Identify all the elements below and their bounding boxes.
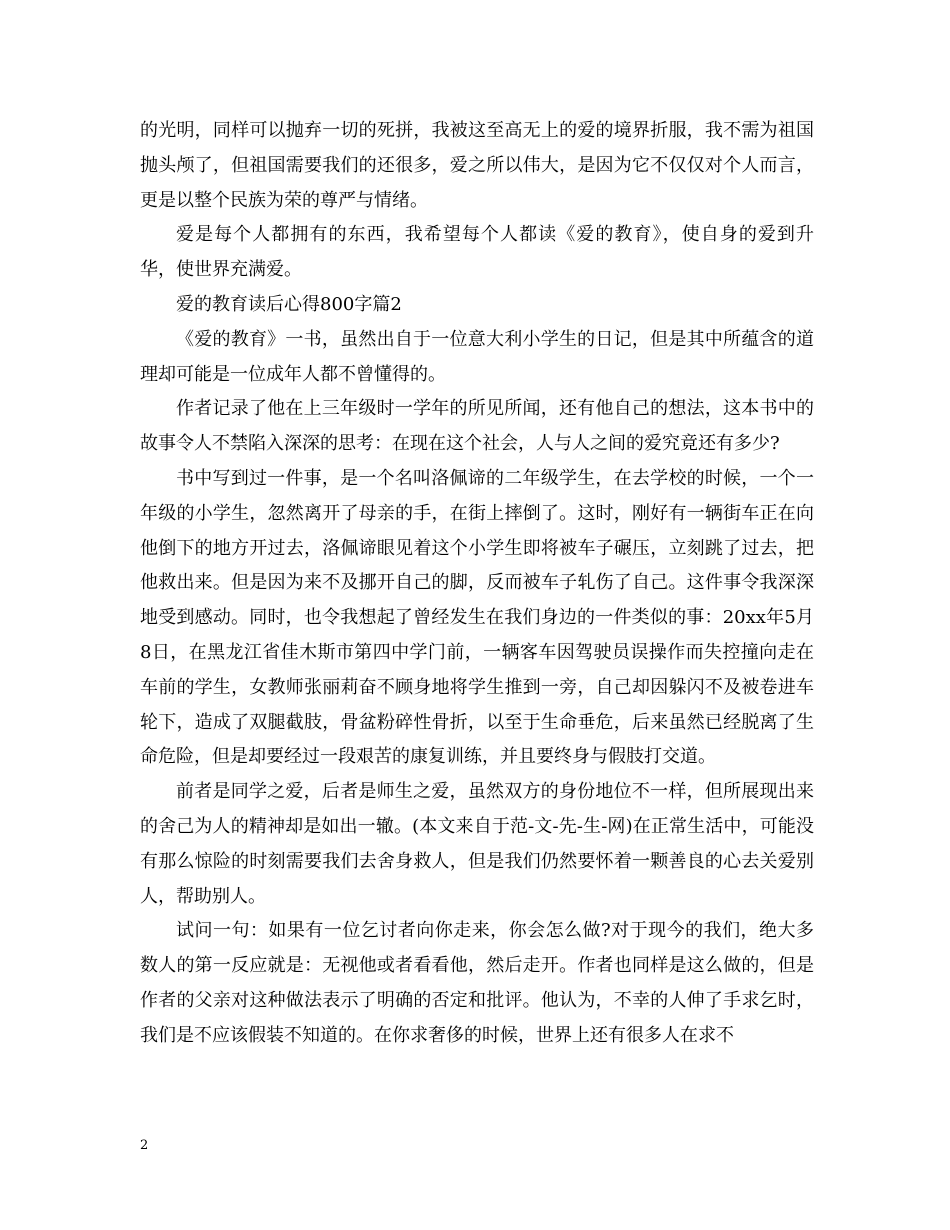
document-body bbox=[140, 114, 814, 1054]
paragraph-1: 的光明，同样可以抛弃一切的死拼，我被这至高无上的爱的境界折服，我不需为祖国抛头颅了，但祖国需要我们的还很多，爱之所以伟大，是因为它不仅仅对个人而言，更是以整个民族为荣的尊严与情绪。 bbox=[140, 120, 814, 211]
paragraph-2: 爱是每个人都拥有的东西，我希望每个人都读《爱的教育》，使自身的爱到升华，使世界充满爱。 bbox=[140, 224, 814, 281]
paragraph-6: 前者是同学之爱，后者是师生之爱，虽然双方的身份地位不一样，但所展现出来的舍己为人的精神却是如出一辙。(本文来自于范-文-先-生-网)在正常生活中，可能没有那么惊险的时刻需要我们去舍身救人，但是我们仍然要怀着一颗善良的心去关爱别人，帮助别人。 bbox=[140, 781, 814, 907]
paragraph-3: 《爱的教育》一书，虽然出自于一位意大利小学生的日记，但是其中所蕴含的道理却可能是一位成年人都不曾懂得的。 bbox=[140, 328, 814, 385]
page-number: 2 bbox=[140, 1138, 149, 1153]
paragraph-4: 作者记录了他在上三年级时一学年的所见所闻，还有他自己的想法，这本书中的故事令人不禁陷入深深的思考：在现在这个社会，人与人之间的爱究竟还有多少? bbox=[140, 398, 814, 455]
section-heading: 爱的教育读后心得800字篇2 bbox=[176, 293, 402, 315]
paragraph-5: 书中写到过一件事，是一个名叫洛佩谛的二年级学生，在去学校的时候，一个一年级的小学生，忽然离开了母亲的手，在街上摔倒了。这时，刚好有一辆街车正在向他倒下的地方开过去，洛佩谛眼见着这个小学生即将被车子碾压，立刻跳了过去，把他救出来。但是因为来不及挪开自己的脚，反而被车子轧伤了自己。这件事令我深深地受到感动。同时，也令我想起了曾经发生在我们身边的一件类似的事：20xx年5月8日，在黑龙江省佳木斯市第四中学门前，一辆客车因驾驶员误操作而失控撞向走在车前的学生，女教师张丽莉奋不顾身地将学生推到一旁，自己却因躲闪不及被卷进车轮下，造成了双腿截肢，骨盆粉碎性骨折，以至于生命垂危，后来虽然已经脱离了生命危险，但是却要经过一段艰苦的康复训练，并且要终身与假肢打交道。 bbox=[140, 467, 814, 768]
paragraph-7: 试问一句：如果有一位乞讨者向你走来，你会怎么做?对于现今的我们，绝大多数人的第一反应就是：无视他或者看看他，然后走开。作者也同样是这么做的，但是作者的父亲对这种做法表示了明确的否定和批评。他认为，不幸的人伸了手求乞时，我们是不应该假装不知道的。在你求奢侈的时候，世界上还有很多人在求不 bbox=[140, 920, 814, 1046]
